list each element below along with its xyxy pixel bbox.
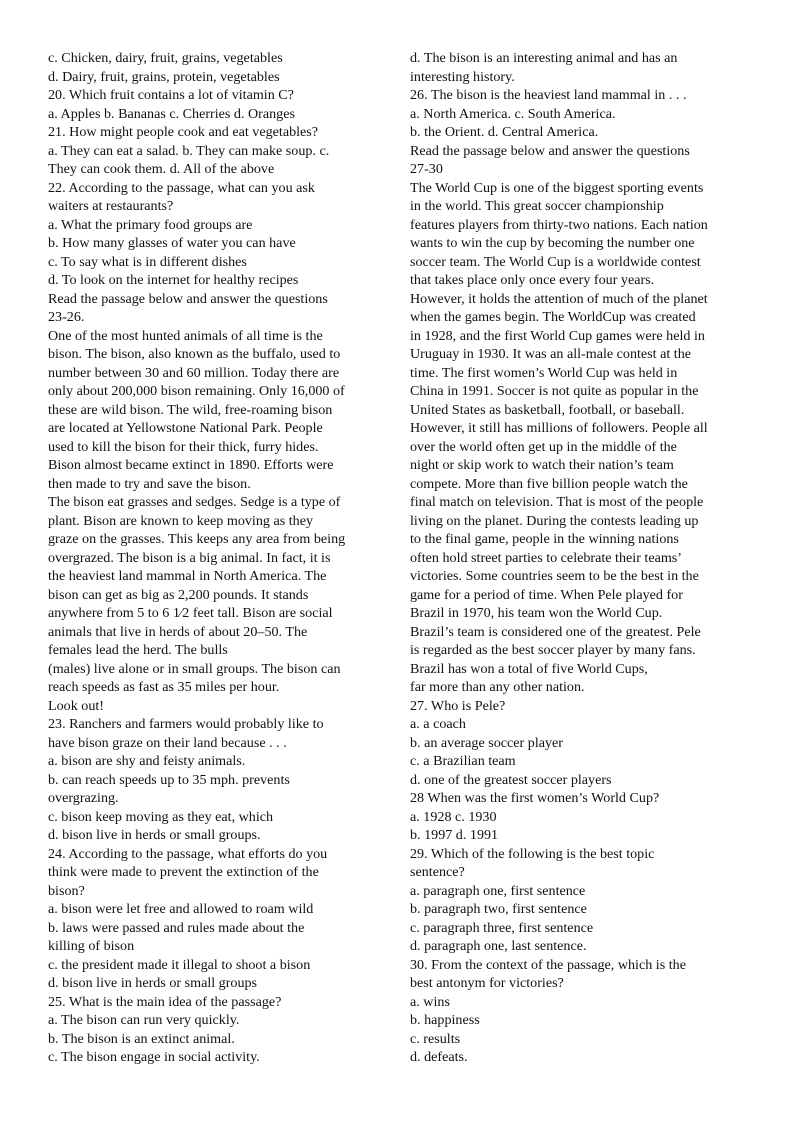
text-line: a. What the primary food groups are [48,216,253,233]
text-line: 27. Who is Pele? [410,697,506,714]
text-line: c. Chicken, dairy, fruit, grains, vegetables [48,50,283,66]
text-line: bison can get as big as 2,200 pounds. It stands [48,586,309,603]
text-line: b. happiness [410,1012,480,1028]
text-line: number between 30 and 60 million. Today there are [48,364,340,381]
text-line: b. an average soccer player [410,734,563,751]
text-line: 25. What is the main idea of the passage? [48,993,282,1010]
text-line: d. one of the greatest soccer players [410,771,612,788]
text-line: b. 1997 d. 1991 [410,827,499,843]
text-line: 27-30 [410,161,443,177]
text-line: One of the most hunted animals of all time is the [48,327,323,344]
text-line: b. How many glasses of water you can have [48,235,296,251]
text-line: in 1928, and the first World Cup games were held in [410,327,705,344]
text-line: a. bison were let free and allowed to roam wild [48,901,314,917]
text-line: a. North America. c. South America. [410,105,616,122]
text-line: are located at Yellowstone National Park. People [48,420,323,436]
text-line: c. bison keep moving as they eat, which [48,808,274,825]
text-line: living on the planet. During the contests leading up [410,512,699,529]
text-line: d. defeats. [410,1049,468,1065]
text-line: c. To say what is in different dishes [48,253,247,270]
text-line: anywhere from 5 to 6 1⁄2 feet tall. Bison are social [48,605,333,621]
text-line: They can cook them. d. All of the above [48,161,275,177]
text-line: then made to try and save the bison. [48,475,251,492]
text-line: The World Cup is one of the biggest sporting events [410,179,704,196]
text-line: these are wild bison. The wild, free-roaming bison [48,401,333,418]
text-line: 21. How might people cook and eat vegetables? [48,124,319,140]
text-line: b. The bison is an extinct animal. [48,1030,235,1047]
text-line: c. The bison engage in social activity. [48,1049,260,1065]
text-line: graze on the grasses. This keeps any area from being [48,531,346,547]
text-line: game for a period of time. When Pele played for [410,586,683,603]
text-line: However, it holds the attention of much of the planet [410,290,708,307]
text-line: sentence? [410,864,465,880]
text-line: interesting history. [410,68,515,85]
text-line: when the games begin. The WorldCup was created [410,309,696,325]
text-line: Read the passage below and answer the questions [410,142,690,159]
text-line: a. The bison can run very quickly. [48,1012,240,1028]
text-line: compete. More than five billion people watch the [410,475,688,492]
text-line: 24. According to the passage, what efforts do you [48,845,328,862]
text-line: b. paragraph two, first sentence [410,901,587,917]
text-line: to the final game, people in the winning nations [410,531,679,547]
text-line: c. paragraph three, first sentence [410,919,594,936]
text-line: is regarded as the best soccer player by many fans. [410,642,696,658]
left-text-column [48,49,400,1067]
text-line: the heaviest land mammal in North America. The [48,568,327,584]
text-line: a. 1928 c. 1930 [410,808,497,825]
text-line: d. bison live in herds or small groups [48,975,258,991]
text-line: United States as basketball, football, or baseball. [410,401,685,418]
text-line: Brazil in 1970, his team won the World Cup. [410,605,663,621]
text-line: plant. Bison are known to keep moving as they [48,512,313,529]
text-line: killing of bison [48,938,135,954]
text-line: Uruguay in 1930. It was an all-male contest at the [410,346,692,362]
text-line: a. bison are shy and feisty animals. [48,753,246,769]
text-line: only about 200,000 bison remaining. Only 16,000 of [48,383,345,399]
text-line: have bison graze on their land because . . . [48,734,287,751]
text-line: The bison eat grasses and sedges. Sedge is a type of [48,494,341,510]
text-line: a. a coach [410,716,466,732]
text-line: best antonym for victories? [410,975,564,991]
text-line: a. Apples b. Bananas c. Cherries d. Oranges [48,105,295,122]
text-line: soccer team. The World Cup is a worldwide contest [410,253,701,270]
text-line: d. The bison is an interesting animal and has an [410,50,678,66]
text-line: think were made to prevent the extinction of the [48,864,319,880]
text-line: often hold street parties to celebrate their teams’ [410,549,682,566]
text-line: d. Dairy, fruit, grains, protein, vegetables [48,68,280,85]
text-line: overgrazing. [48,790,119,806]
text-line: 20. Which fruit contains a lot of vitamin C? [48,87,294,103]
text-line: used to kill the bison for their thick, furry hides. [48,438,319,455]
text-line: China in 1991. Soccer is not quite as popular in the [410,383,699,399]
text-line: c. a Brazilian team [410,753,516,769]
text-line: far more than any other nation. [410,679,585,695]
text-line: c. results [410,1030,461,1047]
text-line: 29. Which of the following is the best topic [410,845,655,862]
text-line: (males) live alone or in small groups. The bison can [48,660,341,677]
text-line: 23-26. [48,309,85,325]
text-line: Brazil’s team is considered one of the greatest. Pele [410,623,701,640]
text-line: d. To look on the internet for healthy recipes [48,272,299,288]
text-line: wants to win the cup by becoming the number one [410,235,695,251]
text-line: 26. The bison is the heaviest land mammal in . . . [410,87,687,103]
text-line: b. can reach speeds up to 35 mph. prevents [48,771,290,788]
text-line: 23. Ranchers and farmers would probably like to [48,716,324,732]
text-line: Bison almost became extinct in 1890. Efforts were [48,457,334,473]
right-text-column [410,49,756,1067]
text-line: animals that live in herds of about 20–50. The [48,623,308,640]
text-line: 28 When was the first women’s World Cup? [410,790,660,806]
text-line: that takes place only once every four years. [410,272,655,288]
text-line: night or skip work to watch their nation’s team [410,457,674,473]
text-line: c. the president made it illegal to shoot a bison [48,956,311,973]
text-line: waiters at restaurants? [48,198,174,214]
text-line: a. wins [410,993,450,1010]
text-line: 30. From the context of the passage, which is the [410,956,686,973]
text-line: reach speeds as fast as 35 miles per hour. [48,679,280,695]
text-line: features players from thirty-two nations. Each nation [410,216,708,233]
text-line: Look out! [48,697,104,714]
text-line: over the world often get up in the middle of the [410,438,677,455]
text-line: b. laws were passed and rules made about the [48,919,305,936]
text-line: b. the Orient. d. Central America. [410,124,599,140]
text-line: a. They can eat a salad. b. They can make soup. c. [48,142,330,159]
text-line: in the world. This great soccer championship [410,198,664,214]
text-line: victories. Some countries seem to be the best in the [410,568,699,584]
text-line: d. paragraph one, last sentence. [410,938,587,954]
text-line: overgrazed. The bison is a big animal. In fact, it is [48,549,331,566]
text-line: Brazil has won a total of five World Cups, [410,660,648,677]
text-line: a. paragraph one, first sentence [410,882,586,899]
text-line: 22. According to the passage, what can you ask [48,179,315,196]
text-line: d. bison live in herds or small groups. [48,827,261,843]
text-line: bison. The bison, also known as the buffalo, used to [48,346,341,362]
text-line: bison? [48,882,85,899]
text-line: However, it still has millions of followers. People all [410,420,708,436]
text-line: final match on television. That is most of the people [410,494,704,510]
text-line: females lead the herd. The bulls [48,642,228,658]
text-line: time. The first women’s World Cup was held in [410,364,678,381]
text-line: Read the passage below and answer the questions [48,290,328,307]
